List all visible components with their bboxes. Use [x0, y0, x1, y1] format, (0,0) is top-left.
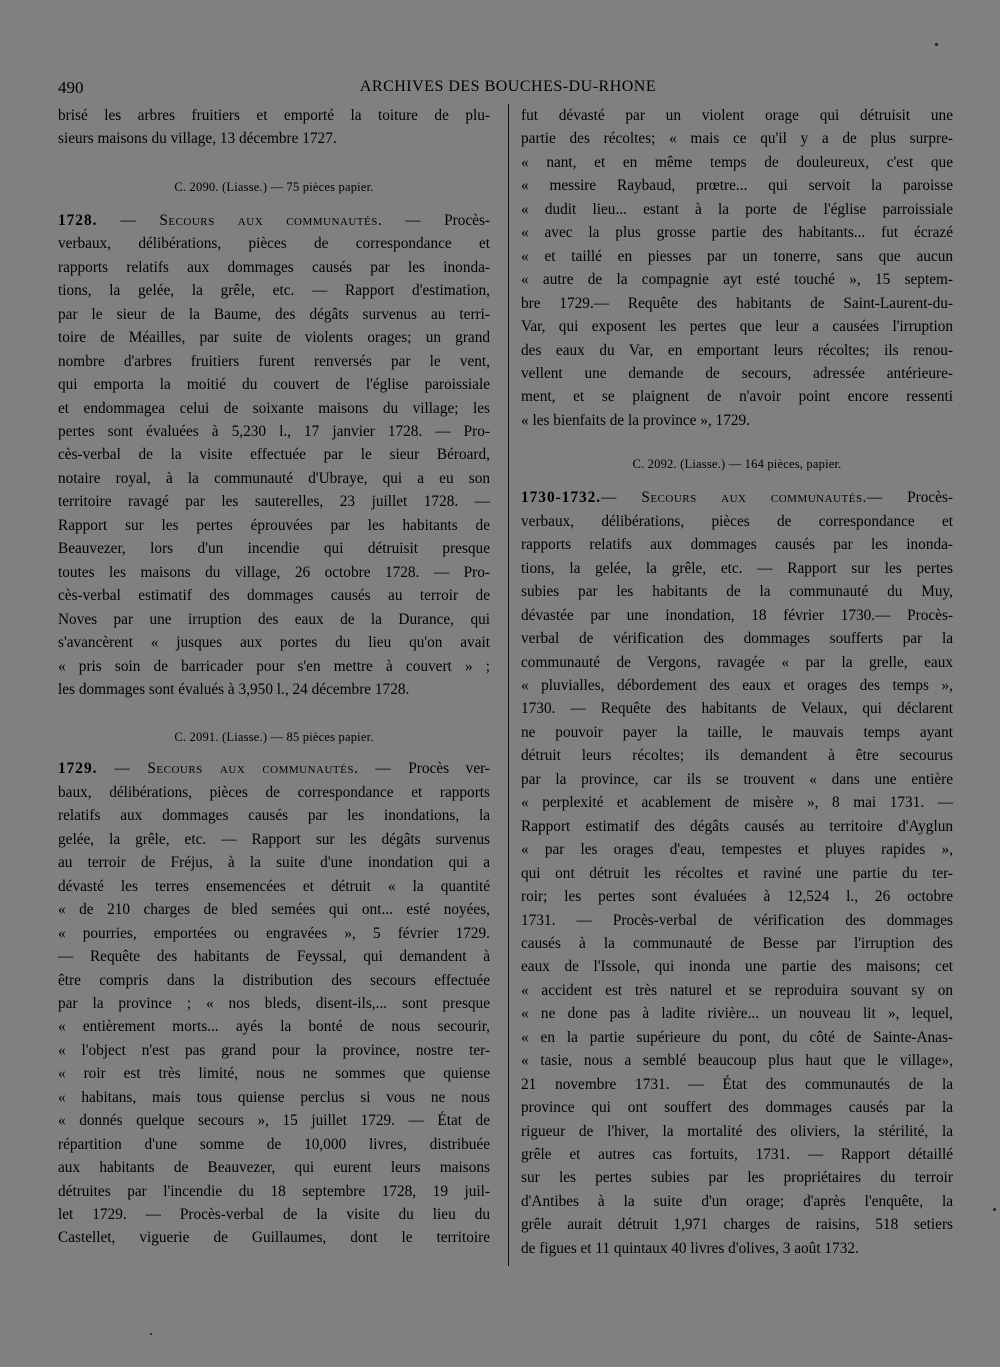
text-line: « habitans, mais tous quiense perclus si vous ne nous [58, 1088, 490, 1106]
text-line: par le sieur de la Baume, des dégâts survenus au terri- [58, 305, 490, 323]
scan-speck [935, 43, 938, 46]
text-line: « messire Raybaud, prœtre... qui servoit la paroisse [521, 177, 953, 195]
text-line: « perplexité et acablement de misère », 8 mai 1731. — [521, 794, 953, 812]
text-line: province qui ont souffert des dommages causés par la [521, 1099, 953, 1117]
text-line: au terroir de Fréjus, à la suite d'une inondation qui a [58, 854, 490, 872]
text-line: être compris dans la distribution des secours effectuée [58, 971, 490, 989]
text-line: par la province, car ils se trouvent « dans une entière [521, 770, 953, 788]
text-line: « pourries, emportées ou engravées », 5 février 1729. [58, 924, 490, 942]
right-column [521, 104, 953, 1260]
text-line: « l'object n'est pas grand pour la province, nostre ter- [58, 1041, 490, 1059]
text-line: « avec la plus grosse partie des habitants... fut écrazé [521, 224, 953, 242]
text-line: verbaux, délibérations, pièces de correspondance et [58, 235, 490, 253]
text-line: Castellet, viguerie de Guillaumes, dont le territoire [58, 1229, 490, 1247]
text-line: les dommages sont évalués à 3,950 l., 24 décembre 1728. [58, 680, 410, 698]
text-line: par la province ; « nos bleds, disent-ils,... sont presque [58, 994, 490, 1012]
text-line: — Requête des habitants de Feyssal, qui demandent à [58, 948, 490, 966]
text-line: bre 1729.— Requête des habitants de Saint-Laurent-du- [521, 294, 953, 312]
entry-year: 1728. [58, 211, 98, 229]
text-line: ne pouvoir payer la taille, le mauvais temps ayant [521, 723, 953, 741]
text-line: « donnés quelque secours », 15 juillet 1729. — État de [58, 1112, 490, 1130]
text-line: nombre d'arbres fruitiers furent renversés par le vent, [58, 352, 490, 370]
page-header [58, 78, 958, 102]
text-line: grêle et autres cas fortuits, 1731. — Rapport détaillé [521, 1146, 953, 1164]
text-line: notaire royal, à la communauté d'Ubraye, qui a eu son [58, 469, 490, 487]
entry-heading-line [58, 209, 490, 232]
text-line: Var, qui exposent les pertes que leur a causées l'irruption [521, 318, 953, 336]
text-line: rapports relatifs aux dommages causés par les inonda- [58, 258, 490, 276]
entry-heading-rest: Procès- [444, 211, 490, 229]
running-title: ARCHIVES DES BOUCHES-DU-RHONE [359, 78, 657, 95]
text-line: gelée, la grêle, etc. — Rapport sur les dégâts survenus [58, 830, 490, 848]
entry-1729 [58, 757, 490, 1250]
text-line: qui emporta la moitié du couvert de l'église paroissiale [58, 376, 490, 394]
entry-heading-line [58, 757, 490, 780]
text-line: brisé les arbres fruitiers et emporté la toiture de plu- [58, 107, 490, 124]
text-line: vellent une demande de secours, adressée antérieure- [521, 364, 953, 382]
text-line: s'avancèrent « jusques aux portes du lieu qu'on avait [58, 634, 490, 652]
text-line: let 1729. — Procès-verbal de la visite du lieu du [58, 1206, 490, 1224]
left-intro-paragraph [58, 104, 490, 151]
page-number: 490 [58, 78, 84, 97]
text-line: grêle aurait détruit 1,971 charges de raisins, 518 setiers [521, 1216, 953, 1234]
entry-title: — Secours aux communautés.— [601, 489, 908, 507]
text-line: fut dévasté par un violent orage qui détruisit une [521, 107, 953, 124]
text-line: partie des récoltes; « mais ce qu'il y a de plus surpre- [521, 130, 953, 148]
text-line: relatifs aux dommages causés par les inondations, la [58, 807, 490, 825]
text-line: de figues et 11 quintaux 40 livres d'olives, 3 août 1732. [521, 1239, 859, 1257]
text-line: cès-verbal de la visite effectuée par le sieur Béroard, [58, 446, 490, 464]
entry-title: — Secours aux communautés. — [97, 760, 409, 778]
text-line: causés à la communauté de Besse par l'irruption des [521, 934, 953, 952]
text-line: « pluvialles, débordement des eaux et orages des temps », [521, 676, 953, 694]
archive-reference: C. 2090. (Liasse.) — 75 pièces papier. [174, 179, 374, 194]
scan-speck [150, 1333, 152, 1335]
entry-year: 1730-1732. [521, 489, 602, 507]
text-line: Beauvezer, lors d'un incendie qui détruisit presque [58, 540, 490, 558]
text-line: « en la partie supérieure du pont, du côté de Sainte-Anas- [521, 1028, 953, 1046]
text-line: « accident est très naturel et se reproduira souvant sy on [521, 981, 953, 999]
text-line: et endommagea celui de soixante maisons du village; les [58, 399, 490, 417]
text-line: baux, délibérations, pièces de correspondance et rapports [58, 783, 490, 801]
text-line: Rapport sur les pertes éprouvées par les habitants de [58, 516, 490, 534]
text-line: « de 210 charges de bled semées qui ont... esté noyées, [58, 901, 490, 919]
text-line: communauté de Vergons, ravagée « par la grelle, eaux [521, 653, 953, 671]
text-line: « dudit lieu... estant à la porte de l'église parroissiale [521, 200, 953, 218]
text-line: détruites par l'incendie du 18 septembre 1728, 19 juil- [58, 1182, 490, 1200]
archive-reference: C. 2091. (Liasse.) — 85 pièces papier. [174, 730, 374, 745]
scan-speck [993, 1208, 996, 1211]
entry-heading-rest: Procès- [907, 489, 953, 507]
text-line: « par les orages d'eau, tempestes et pluyes rapides », [521, 841, 953, 859]
entry-heading-line [521, 486, 953, 509]
text-line: roir; les pertes sont évaluées à 12,524 l., 26 octobre [521, 888, 953, 906]
entry-year: 1729. [58, 760, 98, 778]
right-intro-paragraph [521, 104, 953, 432]
text-line: toutes les maisons du village, 26 octobre 1728. — Pro- [58, 563, 490, 581]
text-line: 21 novembre 1731. — État des communautés de la [521, 1075, 953, 1093]
text-line: verbaux, délibérations, pièces de correspondance et [521, 512, 953, 530]
text-line: tions, la gelée, la grêle, etc. — Rapport sur les pertes [521, 559, 953, 577]
text-line: aux habitants de Beauvezer, qui eurent leurs maisons [58, 1159, 490, 1177]
text-line: toire de Méailles, par suite de violents orages; un grand [58, 329, 490, 347]
text-line: détruit leurs récoltes; ils demandent à être secourus [521, 747, 953, 765]
text-line: « et taillé en piesses par un tonerre, sans que aucun [521, 247, 953, 265]
text-line: eaux de l'Issole, qui inonda une partie des maisons; cet [521, 958, 953, 976]
text-line: répartition d'une somme de 10,000 livres, distribuée [58, 1135, 490, 1153]
text-line: ment, et se plaignent de n'avoir point encore ressenti [521, 388, 953, 406]
text-line: rapports relatifs aux dommages causés par les inonda- [521, 536, 953, 554]
text-line: d'Antibes à la suite d'un orage; d'après l'enquête, la [521, 1192, 953, 1210]
text-line: sieurs maisons du village, 13 décembre 1727. [58, 130, 337, 148]
column-divider [508, 104, 509, 1266]
text-line: Noves par une irruption des eaux de la Durance, qui [58, 610, 490, 628]
text-line: « les bienfaits de la province », 1729. [521, 411, 750, 429]
text-line: « nant, et en même temps de douleureux, c'est que [521, 153, 953, 171]
left-column [58, 104, 490, 1250]
text-line: « pris soin de barricader pour s'en mettre à couvert » ; [58, 657, 490, 675]
text-line: des eaux du Var, en emportant leurs récoltes; ils renou- [521, 341, 953, 359]
text-line: « roir est très limité, nous ne sommes que quiense [58, 1065, 490, 1083]
text-line: pertes sont évaluées à 5,230 l., 17 janvier 1728. — Pro- [58, 422, 490, 440]
text-line: « tasie, nous a semblé beaucoup plus haut que le village», [521, 1052, 953, 1070]
text-line: sur les pertes subies par les propriétaires du terroir [521, 1169, 953, 1187]
text-line: cès-verbal estimatif des dommages causés au terroir de [58, 587, 490, 605]
text-line: rigueur de l'hiver, la mortalité des oliviers, la stérilité, la [521, 1122, 953, 1140]
text-line: dévastée par une inondation, 18 février 1730.— Procès- [521, 606, 953, 624]
entry-1728 [58, 209, 490, 702]
text-line: « entièrement morts... ayés la bonté de nous secourir, [58, 1018, 490, 1036]
entry-1730-1732 [521, 486, 953, 1260]
text-line: territoire ravagé par les sauterelles, 23 juillet 1728. — [58, 493, 490, 511]
text-line: tions, la gelée, la grêle, etc. — Rapport d'estimation, [58, 282, 490, 300]
entry-heading-rest: Procès ver- [408, 760, 490, 778]
archive-reference: C. 2092. (Liasse.) — 164 pièces, papier. [632, 457, 842, 472]
text-line: dévasté les terres ensemencées et détruit « la quantité [58, 877, 490, 895]
text-line: « autre de la compagnie ayt esté touché », 15 septem- [521, 271, 953, 289]
text-line: qui ont détruit les récoltes et raviné une partie du ter- [521, 864, 953, 882]
text-line: « ne done pas à ladite rivière... un nouveau lit », lequel, [521, 1005, 953, 1023]
entry-title: — Secours aux communautés. — [97, 211, 445, 229]
text-line: verbal de vérification des dommages soufferts par la [521, 630, 953, 648]
text-line: 1731. — Procès-verbal de vérification des dommages [521, 911, 953, 929]
text-line: Rapport estimatif des dégâts causés au territoire d'Ayglun [521, 817, 953, 835]
text-line: 1730. — Requête des habitants de Velaux, qui déclarent [521, 700, 953, 718]
text-line: subies par les habitants de la communauté du Muy, [521, 583, 953, 601]
